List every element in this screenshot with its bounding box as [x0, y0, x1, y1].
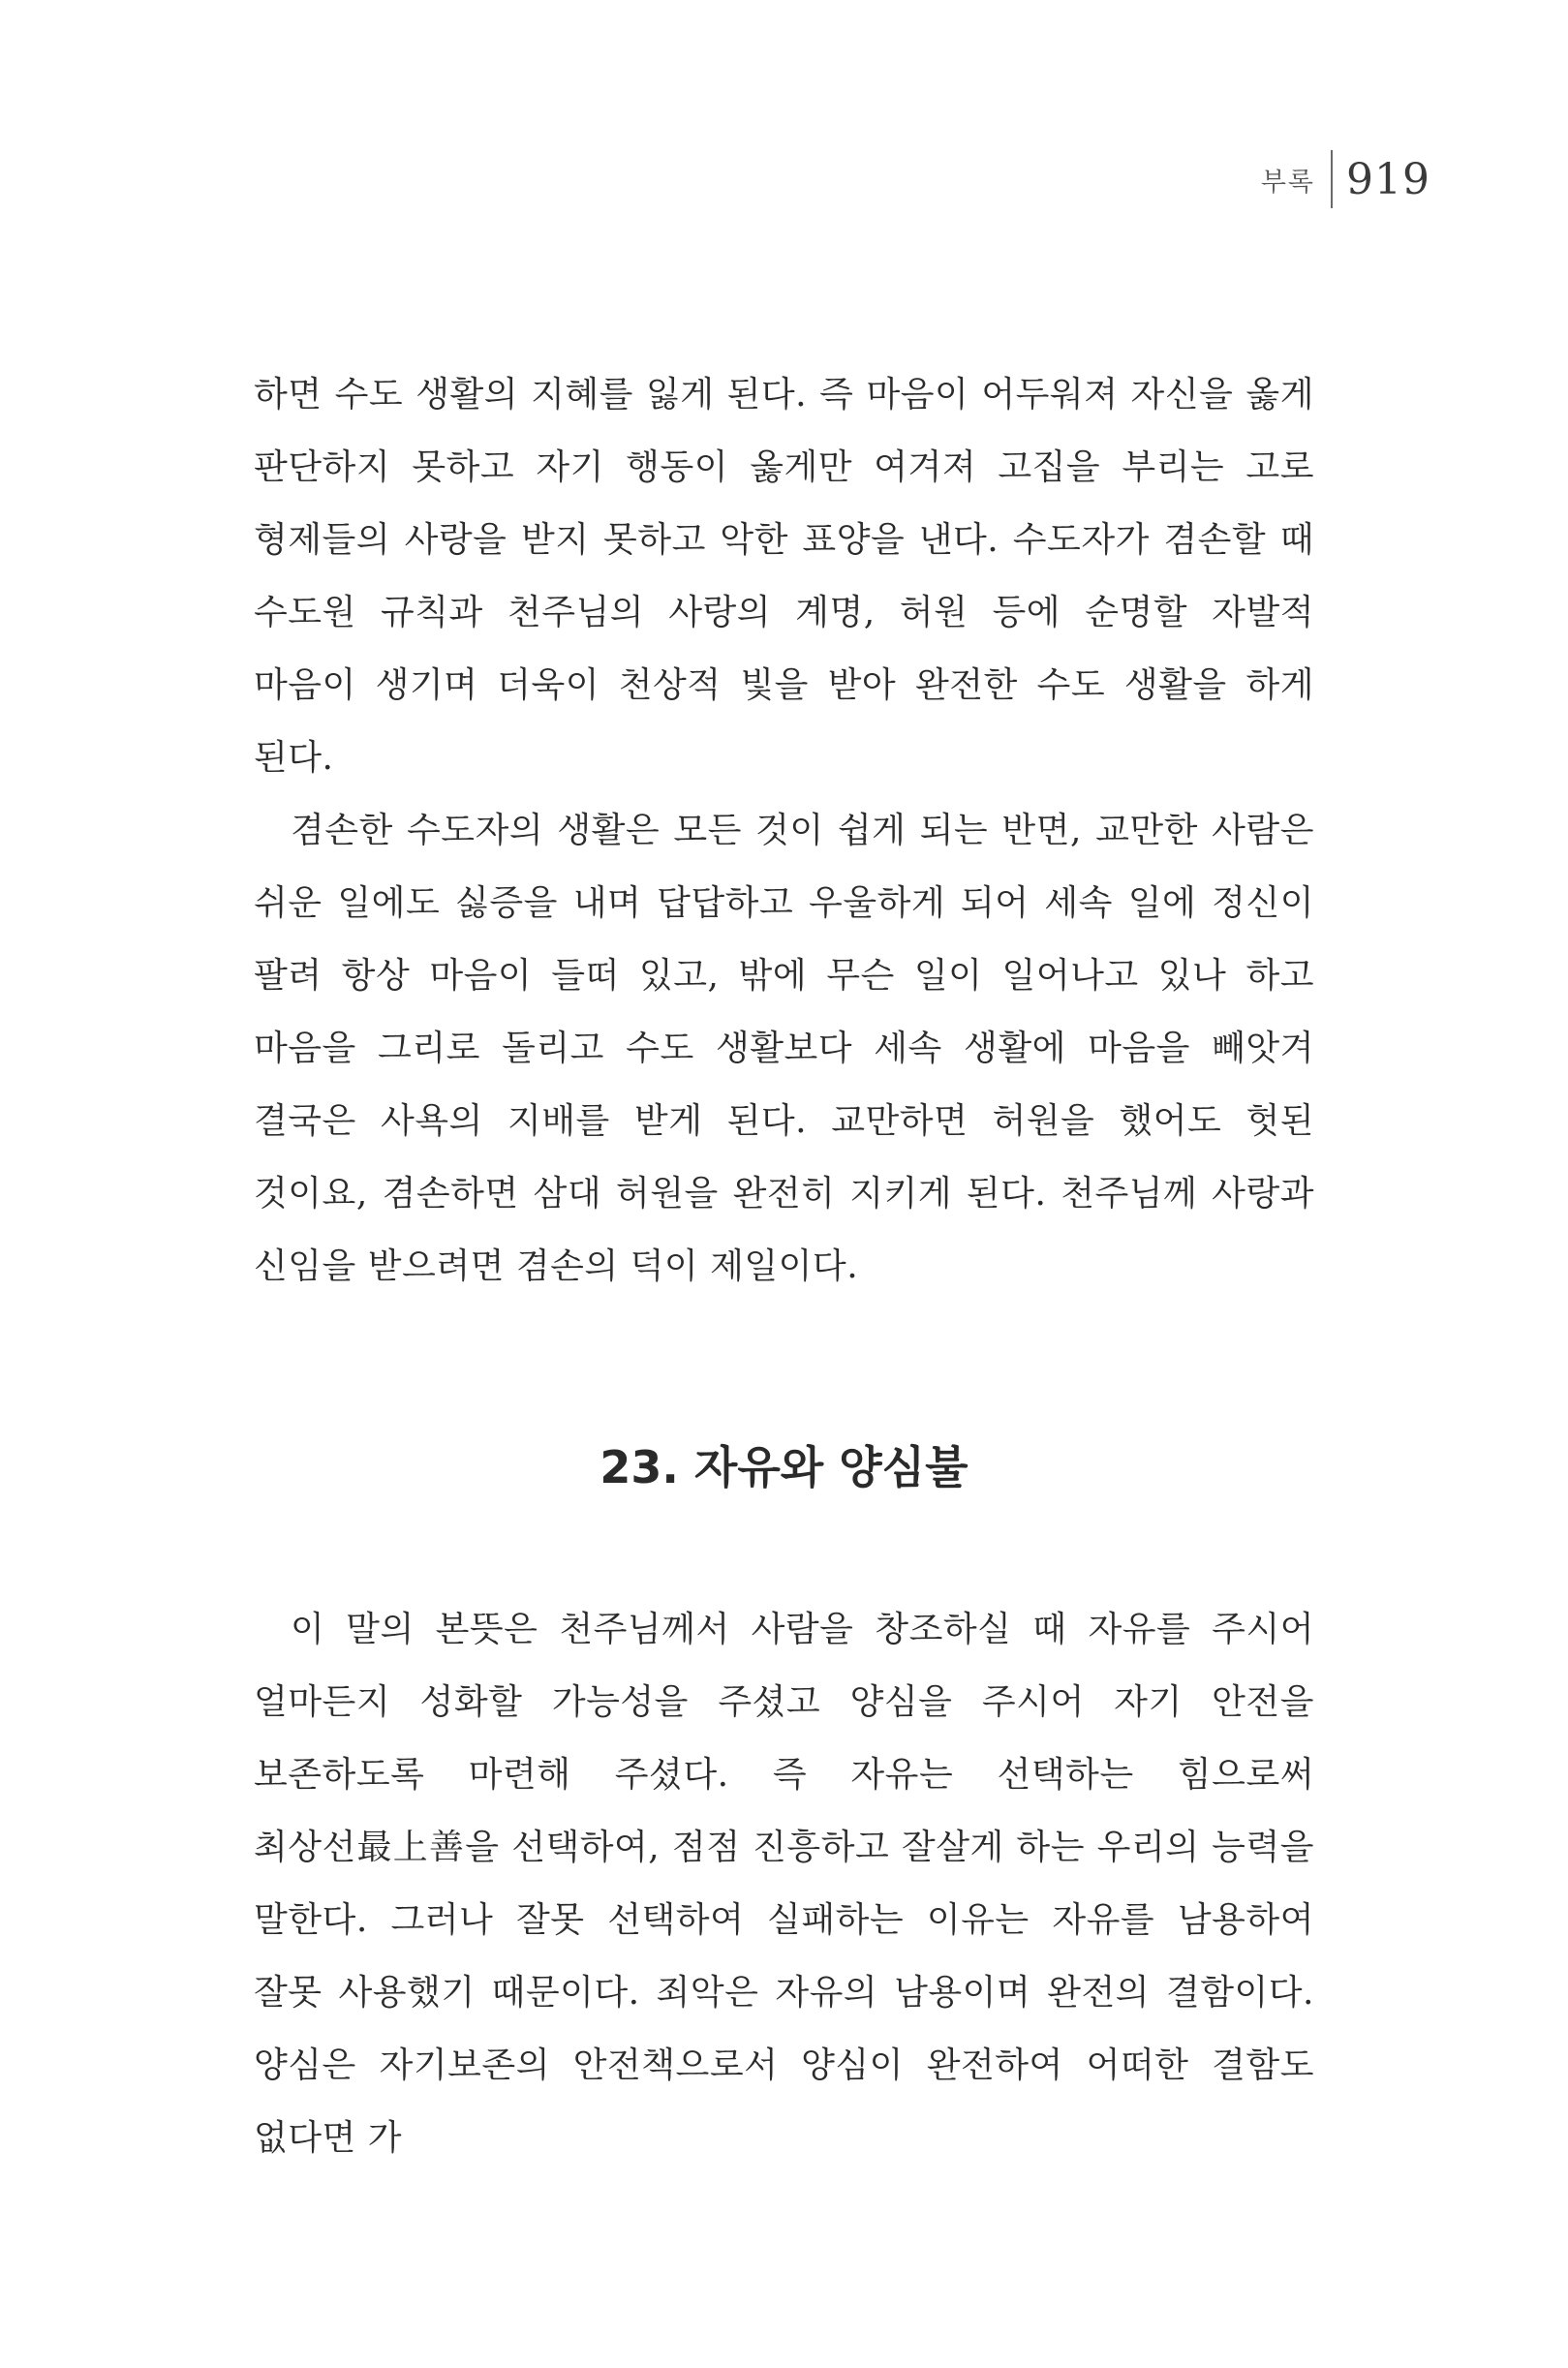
body-paragraph: 이 말의 본뜻은 천주님께서 사람을 창조하실 때 자유를 주시어 얼마든지 성화할 가능성을 주셨고 양심을 주시어 자기 안전을 보존하도록 마련해 주셨다. 즉 자유는 선택하는 힘으로써 최상선最上善을 선택하여, 점점 진흥하고 잘살게 하는 우리의 능력을 말한다. 그러나 잘못 선택하여 실패하는 이유는 자유를 남용하여 잘못 사용했기 때문이다. 죄악은 자유의 남용이며 완전의 결함이다. 양심은 자기보존의 안전책으로서 양심이 완전하여 어떠한 결함도 없다면 가 — [254, 1610, 1314, 2158]
section-heading: 23. 자유와 양심불 — [600, 1441, 968, 1493]
running-header-section: 부록 — [1260, 167, 1316, 198]
header-divider — [1331, 150, 1333, 208]
body-paragraph: 겸손한 수도자의 생활은 모든 것이 쉽게 되는 반면, 교만한 사람은 쉬운 일에도 싫증을 내며 답답하고 우울하게 되어 세속 일에 정신이 팔려 항상 마음이 들떠 있고, 밖에 무슨 일이 일어나고 있나 하고 마음을 그리로 돌리고 수도 생활보다 세속 생활에 마음을 빼앗겨 결국은 사욕의 지배를 받게 된다. 교만하면 허원을 했어도 헛된 것이요, 겸손하면 삼대 허원을 완전히 지키게 된다. 천주님께 사랑과 신임을 받으려면 겸손의 덕이 제일이다. — [254, 811, 1314, 1286]
page-number: 919 — [1346, 154, 1430, 204]
page-body — [254, 358, 1314, 2174]
body-paragraph: 하면 수도 생활의 지혜를 잃게 된다. 즉 마음이 어두워져 자신을 옳게 판단하지 못하고 자기 행동이 옳게만 여겨져 고집을 부리는 고로 형제들의 사랑을 받지 못하고 악한 표양을 낸다. 수도자가 겸손할 때 수도원 규칙과 천주님의 사랑의 계명, 허원 등에 순명할 자발적 마음이 생기며 더욱이 천상적 빛을 받아 완전한 수도 생활을 하게 된다. — [254, 375, 1314, 778]
running-header — [1261, 145, 1430, 213]
